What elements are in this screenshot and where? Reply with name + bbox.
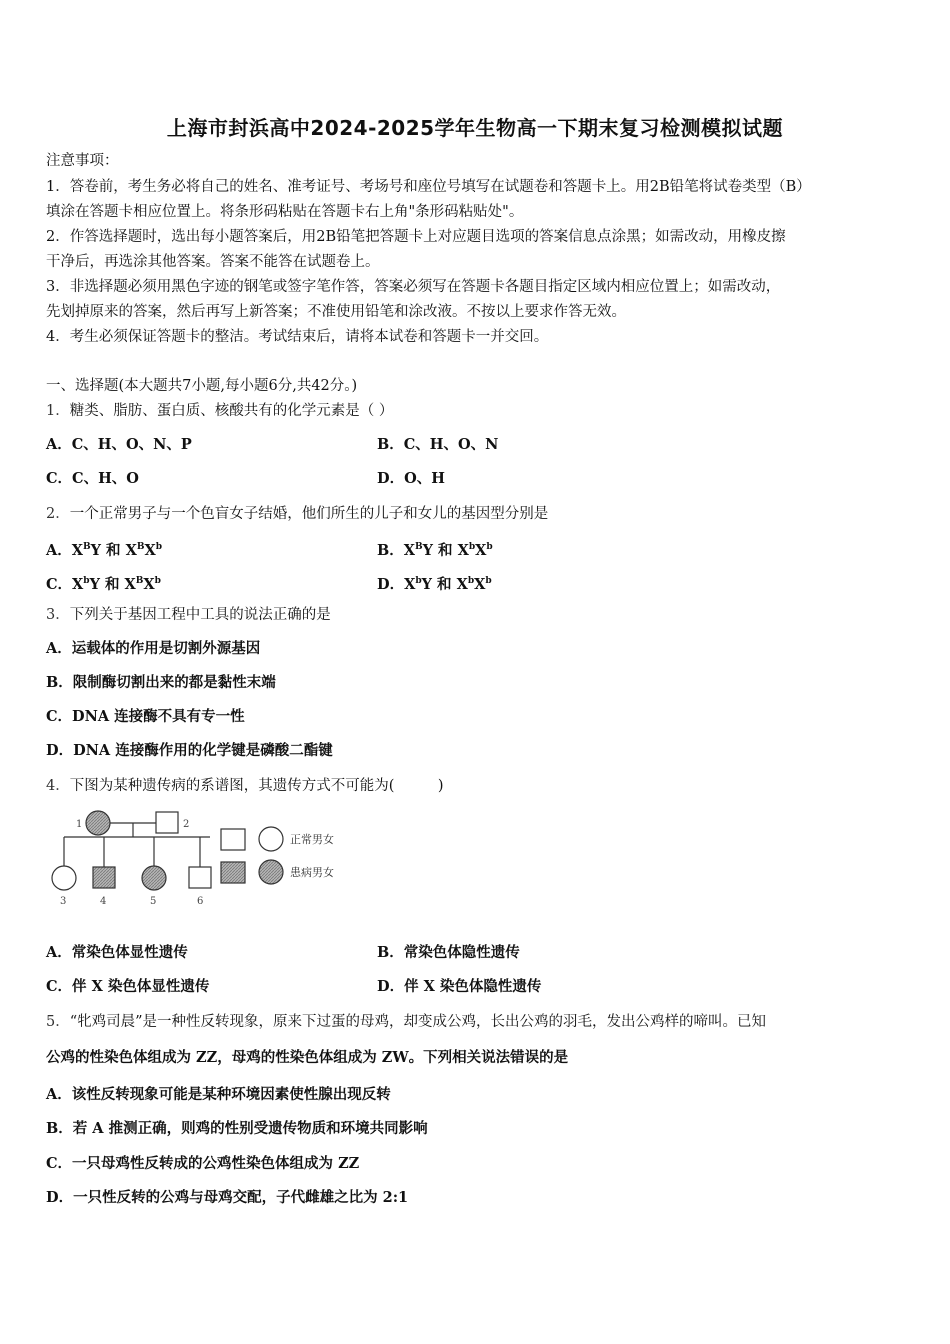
- text: D．X: [377, 575, 416, 593]
- text: Y 和 X: [89, 575, 136, 593]
- q3-option-b: B．限制酶切割出来的都是黏性末端: [46, 674, 276, 691]
- notes-line-5: 3．非选择题必须用黑色字迹的钢笔或签字笔作答，答案必须写在答题卡各题目指定区域内相应位置上；如需改动，: [46, 279, 781, 295]
- question-number: 4．: [46, 778, 70, 794]
- q1-option-c: C．C、H、O: [46, 470, 139, 487]
- text: C．X: [46, 575, 84, 593]
- question-number: 1．: [46, 403, 70, 419]
- question-stem: 下列关于基因工程中工具的说法正确的是: [69, 607, 331, 623]
- label-6: 6: [197, 896, 204, 907]
- text: Y 和 X: [422, 541, 469, 559]
- text: B．X: [377, 541, 416, 559]
- legend-normal-label: 正常男女: [290, 833, 334, 846]
- text: Y 和 X: [90, 541, 137, 559]
- superscript: B: [135, 576, 144, 586]
- superscript: b: [83, 576, 90, 586]
- q1-option-a: A．C、H、O、N、P: [46, 436, 192, 453]
- q2-option-c: [46, 571, 161, 595]
- q2-option-d: [377, 571, 492, 595]
- superscript: b: [468, 542, 476, 552]
- question-5: [46, 1012, 766, 1032]
- legend-normal-male-icon: [221, 829, 245, 850]
- text: X: [474, 575, 486, 593]
- notes-line-6: 先划掉原来的答案，然后再写上新答案；不准使用铅笔和涂改液。不按以上要求作答无效。: [46, 304, 626, 320]
- question-number: 2．: [46, 506, 70, 522]
- individual-6-normal-male: [189, 867, 211, 888]
- legend-normal-female-icon: [259, 827, 283, 851]
- superscript: B: [136, 542, 145, 552]
- notes-line-4: 干净后，再选涂其他答案。答案不能答在试题卷上。: [46, 254, 380, 270]
- superscript: b: [486, 542, 493, 552]
- superscript: B: [83, 542, 91, 552]
- individual-3-normal-female: [52, 866, 76, 890]
- question-stem: 下图为某种遗传病的系谱图，其遗传方式不可能为( ): [69, 778, 444, 794]
- question-number: 3．: [46, 607, 70, 623]
- superscript: b: [485, 576, 492, 586]
- section-heading: 一、选择题(本大题共7小题,每小题6分,共42分。): [46, 378, 358, 394]
- label-4: 4: [100, 896, 107, 907]
- q4-option-c: C．伴 X 染色体显性遗传: [46, 978, 210, 995]
- text: Y 和 X: [421, 575, 468, 593]
- q3-option-a: A．运载体的作用是切割外源基因: [46, 640, 261, 657]
- notes-line-3: 2．作答选择题时，选出每小题答案后，用2B铅笔把答题卡上对应题目选项的答案信息点涂黑；如需改动，用橡皮擦: [46, 229, 786, 245]
- label-1: 1: [76, 819, 83, 830]
- superscript: b: [154, 576, 161, 586]
- legend-affected-label: 患病男女: [290, 866, 334, 879]
- notes-line-1: 1．答卷前，考生务必将自己的姓名、准考证号、考场号和座位号填写在试题卷和答题卡上。用2B铅笔将试卷类型（B）: [46, 179, 811, 195]
- superscript: b: [155, 542, 162, 552]
- question-5-stem-line-2: 公鸡的性染色体组成为 ZZ，母鸡的性染色体组成为 ZW。下列相关说法错误的是: [46, 1049, 569, 1066]
- q5-option-a: A．该性反转现象可能是某种环境因素使性腺出现反转: [46, 1086, 391, 1103]
- question-stem-line-1: “牝鸡司晨”是一种性反转现象，原来下过蛋的母鸡，却变成公鸡，长出公鸡的羽毛，发出公鸡样的啼叫。已知: [69, 1014, 767, 1030]
- q4-option-d: D．伴 X 染色体隐性遗传: [377, 978, 542, 995]
- q1-option-b: B．C、H、O、N: [377, 436, 499, 453]
- q5-option-c: C．一只母鸡性反转成的公鸡性染色体组成为 ZZ: [46, 1155, 360, 1172]
- superscript: b: [467, 576, 475, 586]
- text: X: [143, 575, 155, 593]
- text: X: [144, 541, 156, 559]
- notes-line-7: 4．考生必须保证答题卡的整洁。考试结束后，请将本试卷和答题卡一并交回。: [46, 329, 549, 345]
- q5-option-b: B．若 A 推测正确，则鸡的性别受遗传物质和环境共同影响: [46, 1120, 428, 1137]
- label-5: 5: [150, 896, 157, 907]
- legend-affected-female-icon: [259, 860, 283, 884]
- q4-option-b: B．常染色体隐性遗传: [377, 944, 520, 961]
- individual-5-affected-female: [142, 866, 166, 890]
- text: X: [475, 541, 487, 559]
- q2-option-b: [377, 537, 493, 561]
- question-number: 5．: [46, 1014, 70, 1030]
- q2-option-a: [46, 537, 162, 561]
- exam-title: 上海市封浜高中2024-2025学年生物高一下期末复习检测模拟试题: [166, 116, 784, 140]
- question-4: [46, 776, 444, 796]
- q5-option-d: D．一只性反转的公鸡与母鸡交配，子代雌雄之比为 2:1: [46, 1189, 409, 1206]
- question-1: [46, 401, 393, 421]
- label-3: 3: [60, 896, 67, 907]
- legend-affected-male-icon: [221, 862, 245, 883]
- individual-1-affected-female: [86, 811, 110, 835]
- superscript: B: [415, 542, 423, 552]
- question-stem: 一个正常男子与一个色盲女子结婚，他们所生的儿子和女儿的基因型分别是: [69, 506, 549, 522]
- pedigree-diagram: [40, 804, 360, 908]
- q3-option-c: C．DNA 连接酶不具有专一性: [46, 708, 245, 725]
- question-2: [46, 504, 548, 524]
- q1-option-d: D．O、H: [377, 470, 445, 487]
- question-3: [46, 605, 331, 625]
- individual-2-normal-male: [156, 812, 178, 833]
- individual-4-affected-male: [93, 867, 115, 888]
- text: A．X: [46, 541, 84, 559]
- question-stem: 糖类、脂肪、蛋白质、核酸共有的化学元素是（ ）: [69, 403, 394, 419]
- notes-heading: 注意事项：: [46, 153, 119, 169]
- label-2: 2: [183, 819, 190, 830]
- superscript: b: [415, 576, 422, 586]
- q3-option-d: D．DNA 连接酶作用的化学键是磷酸二酯键: [46, 742, 333, 759]
- q4-option-a: A．常染色体显性遗传: [46, 944, 188, 961]
- notes-line-2: 填涂在答题卡相应位置上。将条形码粘贴在答题卡右上角"条形码粘贴处"。: [46, 204, 524, 220]
